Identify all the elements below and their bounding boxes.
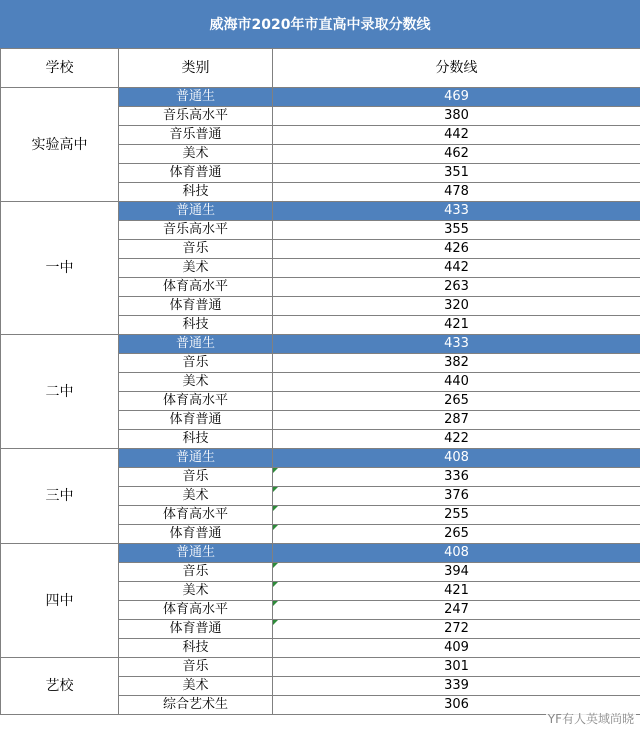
score-cell: 380 xyxy=(273,107,640,126)
category-cell: 体育普通 xyxy=(119,411,273,430)
category-cell: 美术 xyxy=(119,373,273,392)
table-row xyxy=(1,202,640,221)
category-cell: 体育普通 xyxy=(119,620,273,639)
school-cell: 实验高中 xyxy=(1,88,119,202)
category-cell: 音乐 xyxy=(119,468,273,487)
table-row xyxy=(1,335,640,354)
score-cell: 409 xyxy=(273,639,640,658)
score-cell: 442 xyxy=(273,259,640,278)
score-cell: 320 xyxy=(273,297,640,316)
score-cell: 263 xyxy=(273,278,640,297)
category-cell: 普通生 xyxy=(119,88,273,107)
score-cell: 469 xyxy=(273,88,640,107)
header-row xyxy=(1,49,640,88)
score-cell: 336 xyxy=(273,468,640,487)
score-cell: 433 xyxy=(273,202,640,221)
category-cell: 综合艺术生 xyxy=(119,696,273,715)
score-cell: 421 xyxy=(273,316,640,335)
score-cell: 408 xyxy=(273,544,640,563)
watermark: YF有人英域尚晓 xyxy=(547,712,634,726)
category-cell: 音乐高水平 xyxy=(119,107,273,126)
category-cell: 体育普通 xyxy=(119,525,273,544)
category-cell: 美术 xyxy=(119,259,273,278)
score-cell: 339 xyxy=(273,677,640,696)
score-cell: 306 xyxy=(273,696,640,715)
school-cell: 三中 xyxy=(1,449,119,544)
category-cell: 科技 xyxy=(119,430,273,449)
school-cell: 二中 xyxy=(1,335,119,449)
category-cell: 体育普通 xyxy=(119,297,273,316)
header-score: 分数线 xyxy=(273,49,640,88)
category-cell: 美术 xyxy=(119,487,273,506)
score-cell: 376 xyxy=(273,487,640,506)
category-cell: 音乐 xyxy=(119,563,273,582)
score-cell: 462 xyxy=(273,145,640,164)
school-cell: 艺校 xyxy=(1,658,119,715)
table-row xyxy=(1,544,640,563)
score-cell: 382 xyxy=(273,354,640,373)
score-cell: 265 xyxy=(273,392,640,411)
score-table xyxy=(0,48,640,715)
score-cell: 351 xyxy=(273,164,640,183)
table-row xyxy=(1,88,640,107)
table-row xyxy=(1,449,640,468)
score-cell: 440 xyxy=(273,373,640,392)
score-cell: 272 xyxy=(273,620,640,639)
category-cell: 音乐 xyxy=(119,240,273,259)
score-cell: 422 xyxy=(273,430,640,449)
score-cell: 433 xyxy=(273,335,640,354)
score-cell: 421 xyxy=(273,582,640,601)
category-cell: 音乐普通 xyxy=(119,126,273,145)
category-cell: 科技 xyxy=(119,316,273,335)
category-cell: 体育高水平 xyxy=(119,506,273,525)
table-row xyxy=(1,658,640,677)
table-body xyxy=(1,88,640,715)
score-cell: 394 xyxy=(273,563,640,582)
header-school: 学校 xyxy=(1,49,119,88)
category-cell: 体育高水平 xyxy=(119,601,273,620)
school-cell: 一中 xyxy=(1,202,119,335)
category-cell: 音乐 xyxy=(119,658,273,677)
score-cell: 247 xyxy=(273,601,640,620)
category-cell: 体育普通 xyxy=(119,164,273,183)
score-cell: 408 xyxy=(273,449,640,468)
category-cell: 体育高水平 xyxy=(119,278,273,297)
category-cell: 美术 xyxy=(119,145,273,164)
score-cell: 301 xyxy=(273,658,640,677)
score-cell: 355 xyxy=(273,221,640,240)
category-cell: 体育高水平 xyxy=(119,392,273,411)
score-cell: 426 xyxy=(273,240,640,259)
category-cell: 普通生 xyxy=(119,449,273,468)
category-cell: 音乐 xyxy=(119,354,273,373)
table-title: 威海市2020年市直高中录取分数线 xyxy=(0,0,640,48)
category-cell: 科技 xyxy=(119,639,273,658)
category-cell: 音乐高水平 xyxy=(119,221,273,240)
category-cell: 普通生 xyxy=(119,335,273,354)
category-cell: 普通生 xyxy=(119,202,273,221)
category-cell: 普通生 xyxy=(119,544,273,563)
score-cell: 265 xyxy=(273,525,640,544)
category-cell: 科技 xyxy=(119,183,273,202)
category-cell: 美术 xyxy=(119,677,273,696)
category-cell: 美术 xyxy=(119,582,273,601)
school-cell: 四中 xyxy=(1,544,119,658)
score-cell: 287 xyxy=(273,411,640,430)
score-cell: 478 xyxy=(273,183,640,202)
score-cell: 442 xyxy=(273,126,640,145)
score-cell: 255 xyxy=(273,506,640,525)
header-category: 类别 xyxy=(119,49,273,88)
